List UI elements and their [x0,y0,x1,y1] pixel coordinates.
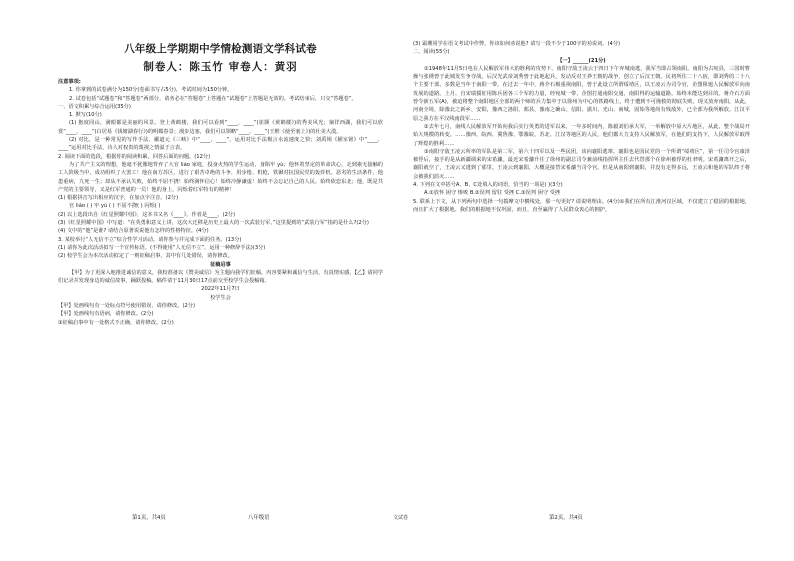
notice-body: 【甲】为了更深入地推进诚信的意义，我校准备以《赞美诚信》为主题向我学们征稿。内容要紧和诚信与生活，有真情实感。【乙】请同学们记录并发现身边的诚信故事，踊跃投稿。稿件请于11月30日17点前交至校学生会投稿箱。 [58,269,383,285]
question-3: 3. 某校举行“人无信不立”综合性学习活动。请你参与并完成下面的任务。(13分) [58,236,242,243]
right-column [413,40,750,214]
left-page-number: 第1页，共4页 [132,515,166,521]
right-page-number: 第2页，共4页 [549,515,583,521]
question-2-2: (2) 以上选段出自《红星照耀中国》，这本书又名《____》，作者是____。(2分) [58,211,236,218]
notice-heading: 注意事项: [58,79,81,85]
question-2-1-blanks: 官 liáo ( ) 牢 yù ( ) 不屈不挠( ) 闪烁( ) [69,203,161,210]
question-4: 4. 下列在文中括号A、B、C处填入的词语，恰当的一项是( )(3分) [413,182,563,189]
notice-signature: 校学生会 [210,294,231,301]
question-2-1: (1) 根据拼音写出相应的汉字，在加点字注音。(2分) [58,195,179,202]
question-2-3: (3)《红星照耀中国》中写道：“在英勇和意义上讲，这次大迁移是历史上最大的一次武装行军。”这里提到的“武装行军”指的是什么?(2分) [58,220,369,227]
question-2-4: (4) 文中的“他”是谁? 请结合原著说说他有怎样的性格特征。(4分) [58,228,209,235]
notice-title: 征稿启事 [210,261,231,268]
section-2-heading: 二、阅读(55分) [413,49,450,56]
exam-title: 八年级上学期期中学情检测语文学科试卷 [124,43,317,55]
question-5: 5. 联系上下文，从下列两句中选择一句揣摩文中横线处，那一句更好? 请说明理由。(4分)①我们在所有江淮河汉区域，不仅建立了稳固的根据地，而且扩大了根据地。我们的根据地不仅巩固，而且，直至赢得了人民群众衷心的拥护。 [413,198,750,213]
question-4-options: A.①放怀 困守 惨败 B.②误判 留驻 受挫 C.③误判 困守 受挫 [424,190,561,197]
section-1-heading: 一、语文积累与综合运用(35分) [58,103,131,110]
notice-item-1: 1. 你拿到的试卷满分为150分(卷面书写占5分)，考试时间为150分钟。 [69,87,233,94]
reading-part-1-heading: 【一】______(21分) [557,57,606,64]
question-1: 1. 默写(10分) [69,112,102,119]
notice-item-2: 2. 试卷包括“试题卷”和“答题卷”两部分。请务必在“答题卷”上答题在“试题卷”上答题是无效的。考试结束后，只交“答题卷”。 [69,95,357,102]
reading-paragraph-2: ②去年七月，南线人民解放军开始向我后实行英勇的进军以来，一年多时间内，陈毅刘伯承大军，一举解放中原大片地区，从此，整个战局开始大规模的转变。……豫西、皖西、冀鲁豫、鄂豫皖、苏北、江汉等地区的人民，他们都大力支持人民解放军，在他们的支持下，人民解放军取得了辉煌的胜利…… [413,123,750,147]
notice-date: 2022年11月7日 [201,286,240,293]
right-page [397,0,794,561]
question-1-1: (1) 抱度同山，满眼都是美丽的风景。登上黄鹤楼，我们可以看到“____，____”(崔颢《黄鹤楼》)的秀美风光；徜徉西湖，我们可以欣赏“____，____”(白居易《钱塘湖春行》)的明媚春景；漫步边塞，我们可以领略“____，____”(王维《使至塞上》)的壮美大漠。 [58,120,383,135]
fix-item-2: 【甲】处画线句有语病，请你修改。(2分) [58,311,154,318]
center-side-label: 文试卷 [393,515,409,521]
question-3-1: (1) 请你为此次活动拟写一个宣传标语。(不得使用“人无信不立”，运用一种修辞手法)(3分) [58,244,266,251]
left-column [58,38,383,327]
question-2: 2. 阅读下面的选段，根据你的阅读积累，回答后面的问题。(12分) [58,153,211,160]
question-3-2: (2) 校学生会为本次活动拟定了一则征稿启事，其中有几处错误，请你修改。 [58,253,233,260]
fix-item-3: ③征稿启事中有一处格式不正确，请你修改。(2分) [58,319,174,326]
question-1-2: (2) 对比，是一种常见的写作手法。郦道元《三峡》中“____，____”，运用对比手法极言水流速度之快；刘禹锡《陋室铭》中“____，____”运用对比手法，诗人对权贵的蔑视之情溢于言表。 [58,137,383,152]
exam-authors: 制卷人：陈玉竹 审卷人：黄羽 [143,61,298,73]
left-footer-subject: 八年级语 [248,515,270,521]
fix-item-1: 【甲】处画线句有一处标点符号使用错误，请你修改。(2分) [58,303,196,310]
reading-paragraph-3: ③南阳守敌王凌云所率的军队是第二军，第六十四军以及一些民团，该向襄阳逃窜。襄阳也是国民党的一个所谓“绥靖区”，第一任司令官康泽被俘后，接手的是从新疆调来的宋希濂。最近宋希濂升任了徐州的副总司令兼前线指挥所主任去代替那个在徐州被俘的杜聿明。宋希濂离开之后，襄阳就空了，王凌云又逃到了那里。王凌云到襄阳，大概是接替宋希濂当司令官。但是从南阳到襄阳，并没有走得多远，王凌云和他的军队终于将会被我们消灭…… [413,148,750,180]
reading-passage: 为了共产主义的理想，他毫不犹豫地背弃了大官 liáo 家庭，投身火热的学生运动，身陷牢 yù；他怀着坚定的革命决心，走到素无接触的工人阶级当中，成功组织了大罢工！他在南方苏区，进行了艰苦卓绝的斗争，用步枪、机枪，铁锹对抗国民党的轰炸机。恶劣的生活条件，他患重病，九死一生；却从不承认失败，始终不屈不挠！始终满怀信心！始终冷静谦虚！始终不会忘记自己的人民。始终依恋东北；他，既是共产党的主要领导，又是红军普通的一员！他的身上，闪烁着红军特有的精神！ [58,161,383,193]
reading-paragraph-1: ①1948年11月5日电在人民解放军伟大的胜利的攻势下，南阳守敌王凌云于四日下午弃城南逃，我军当即占领南阳。南阳为古宛县，三国时曹操与张绣曾于此城发生争夺战，后汉光武帝刘秀曾于此地起兵，发动反对王莽王朝的战争，创立了后汉王朝。民初所住二十八宿，即刘秀的二十八个主要干部，多数是当年于南阳一带。在过去一年中，蒋介石极重视南阳，曾于此设立所谓绥靖区，以王凌云为司令官，企图阻遏人民解放军向南发展的道路。上月，自宋瑞援征用陈兵团各三个军的力量，经宛城一带，企图打通南阳交通，南阳得的运输道路。始终未能达到目的。蒋介石方面曾令新五军(A)，被迫将整个南阳地区全部的两个师的兵力集中于以徐州为中心的铁路线上。终于遭到不可挽救的彻底失败，现又放弃南阳。从此，河南全境，除豫北之新乡、安阳，豫西之洛阳、郏县，豫南之确山、信阳、潢川、光山、商城，固始等地尚有残敌外，已全部为我所解放。江汉平原之我方在平汉线南段军…… [413,65,750,122]
question-3-3: (3) 霜珊同学在语文考试中作弊，你该如何劝说他? 请写一段不少于100字的劝说词。(4分) [413,41,621,47]
